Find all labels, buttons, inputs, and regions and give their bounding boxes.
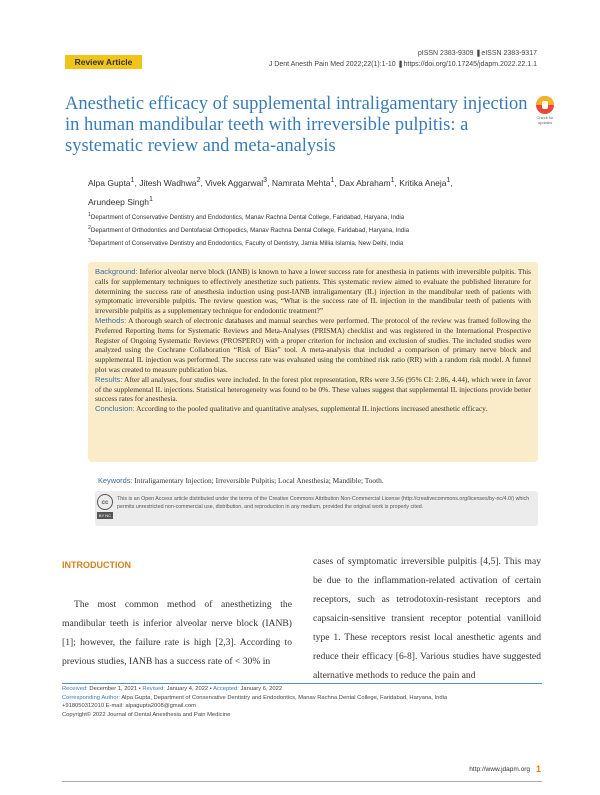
conclusion-label: Conclusion: <box>95 404 135 414</box>
author: Namrata Mehta$^1$, <box>271 176 340 188</box>
results-label: Results: <box>95 374 123 384</box>
conclusion-text: According to the pooled qualitative and quantitative analyses, supplemental IL injections increased anesthetic efficacy. <box>136 404 488 414</box>
results-text: After all analyses, four studies were included. In the forest plot representation, RRs were 3.56 (95% CI: 2.86, 4.44), which were in favor of the supplemental IL injections. Statistical heterogeneity was found to be 0%. These values suggest that supplemental IL injections provide better success rates for anesthesia. <box>95 374 531 404</box>
author: Arundeep Singh$^1$ <box>88 194 153 207</box>
affiliations <box>88 210 548 249</box>
section-heading-introduction: INTRODUCTION <box>62 560 131 570</box>
author: Alpa Gupta$^1$, <box>88 176 140 188</box>
dates-line: Received: December 1, 2021 • Revised: January 4, 2022 • Accepted: January 6, 2022 <box>62 686 283 692</box>
affiliation-item: $^2$Department of Orthodontics and Dentofacial Orthopedics, Manav Rachna Dental College, Faridabad, Haryana, India <box>88 225 410 235</box>
methods-label: Methods: <box>95 315 127 325</box>
creative-commons-icon[interactable]: cc <box>97 494 113 510</box>
keywords <box>98 476 538 485</box>
intro-column-left: The most common method of anesthetizing the mandibular teeth is inferior alveolar nerve block (IANB) [1]; however, the failure rate is high [2,3]. According to previous studies, IANB has a success rate of < 30% in <box>62 599 292 667</box>
affiliation-item: $^3$Department of Conservative Dentistry and Endodontics, Faculty of Dentistry, Jamia Millia Islamia, New Delhi, India <box>88 238 404 248</box>
author: Dax Abraham$^1$, <box>339 176 400 188</box>
copyright-line: Copyright© 2022 Journal of Dental Anesthesia and Pain Medicine <box>62 711 231 718</box>
contact-line: +918050312010 E-mail: alpagupta2008@gmail.com <box>62 703 196 710</box>
author: Jitesh Wadhwa$^2$, <box>139 176 206 188</box>
abstract-text <box>95 267 531 414</box>
journal-citation: J Dent Anesth Pain Med 2022;22(1):1-10 ❚https://doi.org/10.17245/jdapm.2022.22.1.1 <box>268 61 537 68</box>
footnote-divider <box>62 683 542 684</box>
article-title: Anesthetic efficacy of supplemental intraligamentary injection in human mandibular teeth with irreversible pulpitis: a systematic review and meta-analysis <box>65 94 528 156</box>
cc-by-nc-icon: BY NC <box>98 513 112 518</box>
issn-line: pISSN 2383-9309 ❚eISSN 2383-9317 <box>417 50 537 57</box>
author: Kritika Aneja$^1$, <box>399 176 453 188</box>
author: Vivek Aggarwal$^3$, <box>205 176 272 188</box>
article-type-badge: Review Article <box>65 55 142 69</box>
crossmark-label: Check for updates <box>536 115 554 125</box>
journal-url[interactable]: http://www.jdapm.org <box>469 766 530 773</box>
page-number: 1 <box>535 764 541 774</box>
license-box <box>95 491 538 526</box>
abstract-box <box>88 262 538 462</box>
methods-text: A thorough search of electronic databases and manual searches were performed. The protocol of the review was framed following the Preferred Reporting Items for Systematic Reviews and Meta-Analyses (PRISMA) checklist and was registered in the International Prospective Register of Ongoing Systematic Reviews (PROSPERO) with a proper criterion for inclusion and exclusion of studies. The included studies were analyzed using the Cochrane Collaboration “Risk of Bias” tool. A meta-analysis that included a comparison of primary nerve block and supplemental IL injection was performed. The success rate was evaluated using the combined risk ratio (RR) with a random risk model. A funnel plot was created to measure publication bias. <box>95 315 531 374</box>
bottom-divider <box>62 781 542 782</box>
license-text: This is an Open Access article distributed under the terms of the Creative Commons Attribution Non-Commercial License (http://creativecommons.org/licenses/by-nc/4.0/) which permits unrestricted non-commercial use, distribution, and reproduction in any medium, provided the original work is properly cited. <box>117 496 530 511</box>
author-list <box>88 172 538 210</box>
affiliation-item: $^1$Department of Conservative Dentistry and Endodontics, Manav Rachna Dental College, Faridabad, Haryana, India <box>88 212 405 222</box>
crossmark-icon[interactable] <box>534 96 556 128</box>
corresponding-author: Corresponding Author: Alpa Gupta, Department of Conservative Dentistry and Endodontics, Manav Rachna Dental College, Faridabad, Haryana, India <box>62 694 448 701</box>
intro-column-right: cases of symptomatic irreversible pulpitis [4,5]. This may be due to the inflammation-related activation of certain receptors, such as tetrodotoxin-resistant receptors and capsaicin-sensitive transient receptor potential vanilloid type 1. These receptors resist local anesthetic agents and reduce their efficacy [6-8]. Various studies have suggested alternative methods to reduce the pain and <box>313 556 541 681</box>
footnotes <box>62 685 552 719</box>
background-text: Inferior alveolar nerve block (IANB) is known to have a lower success rate for anesthesia in patients with irreversible pulpitis. This calls for supplementary techniques to effectively anesthetize such patients. This systematic review aimed to evaluate the published literature for determining the success rate of anesthesia induction using post-IANB intraligamentary (IL) injection in the mandibular teeth of patients with symptomatic irreversible pulpitis. The review question was, “What is the success rate of IL injection in the mandibular teeth of patients with irreversible pulpitis as a supplementary technique for endodontic treatment?” <box>95 267 531 316</box>
background-label: Background: <box>95 267 138 276</box>
keywords-label: Keywords: <box>98 476 133 485</box>
crossmark-logo <box>536 96 554 114</box>
keywords-text: Intraligamentary Injection; Irreversible Pulpitis; Local Anesthesia; Mandible; Tooth. <box>134 476 384 485</box>
